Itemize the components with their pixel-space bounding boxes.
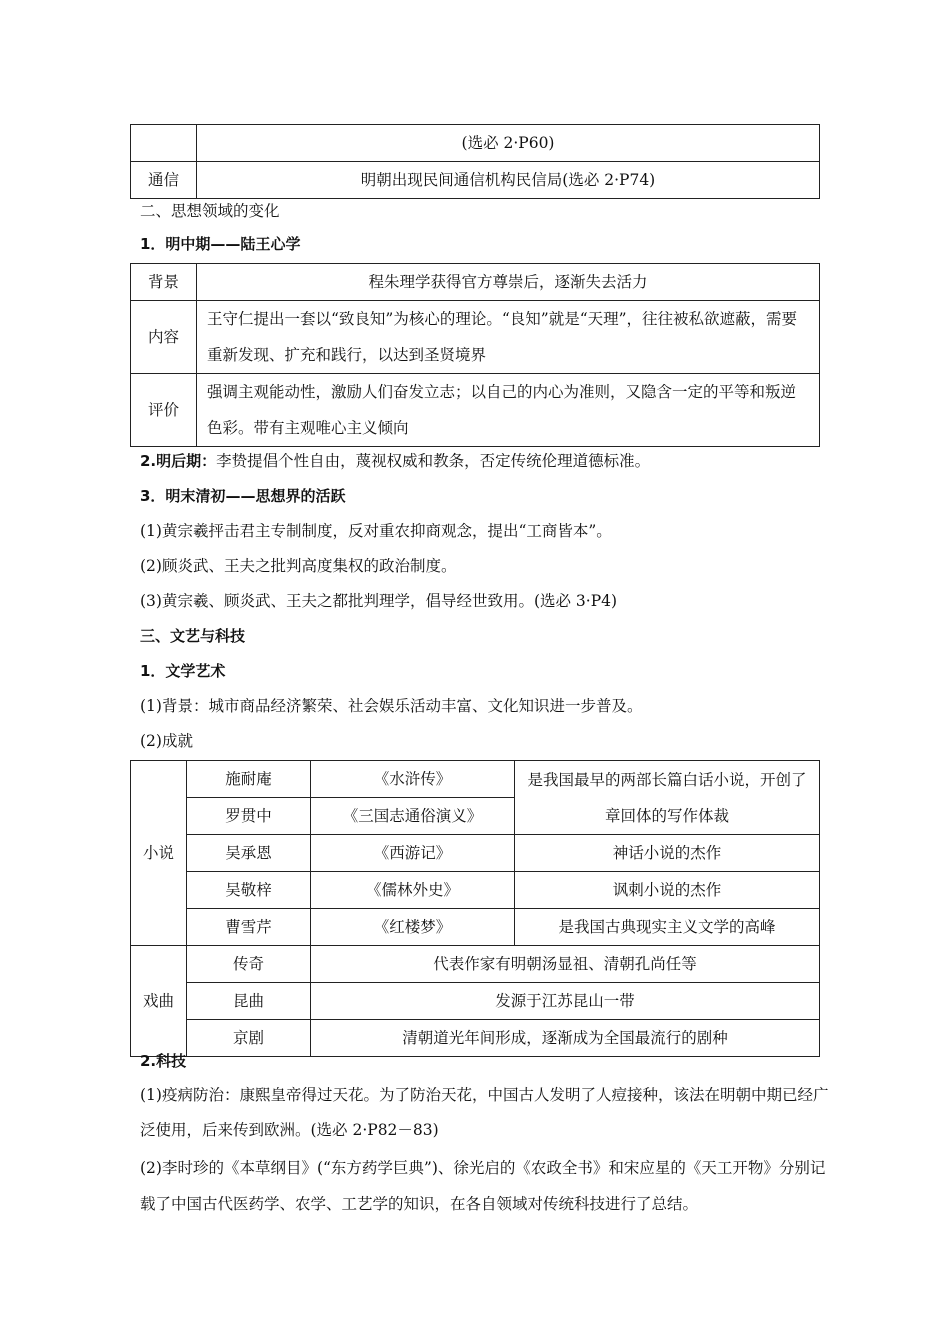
subheading-science: 2.科技 <box>140 1052 187 1070</box>
table-cell-note: 是我国最早的两部长篇白话小说，开创了章回体的写作体裁 <box>515 761 820 835</box>
table-cell-work: 《红楼梦》 <box>311 909 515 946</box>
table-cell-work: 《水浒传》 <box>311 761 515 798</box>
paragraph: (1)疫病防治：康熙皇帝得过天花。为了防治天花，中国古人发明了人痘接种，该法在明朝中期已经广泛使用，后来传到欧洲。(选必 2·P82－83) <box>140 1086 829 1139</box>
subheading-mid-ming: 1．明中期——陆王心学 <box>140 235 301 253</box>
table-cell-drama-type: 京剧 <box>187 1020 311 1057</box>
table-cell-author: 罗贯中 <box>187 798 311 835</box>
communication-table <box>130 124 820 199</box>
table-cell-note: 是我国古典现实主义文学的高峰 <box>515 909 820 946</box>
subheading-late-ming-early-qing: 3．明末清初——思想界的活跃 <box>140 487 346 505</box>
table-cell-label <box>131 125 197 162</box>
table-cell-category: 戏曲 <box>131 946 187 1057</box>
table-cell-author: 吴承恩 <box>187 835 311 872</box>
paragraph: (1)背景：城市商品经济繁荣、社会娱乐活动丰富、文化知识进一步普及。 <box>140 697 643 715</box>
table-cell-work: 《儒林外史》 <box>311 872 515 909</box>
literature-table <box>130 760 820 1057</box>
table-cell-author: 施耐庵 <box>187 761 311 798</box>
table-cell-label: 通信 <box>131 162 197 199</box>
table-cell-author: 吴敬梓 <box>187 872 311 909</box>
table-cell-content: 程朱理学获得官方尊崇后，逐渐失去活力 <box>197 264 820 301</box>
table-cell-work: 《三国志通俗演义》 <box>311 798 515 835</box>
table-cell-label: 背景 <box>131 264 197 301</box>
table-cell-content: 强调主观能动性，激励人们奋发立志；以自己的内心为准则，又隐含一定的平等和叛逆色彩。带有主观唯心主义倾向 <box>197 374 820 447</box>
table-cell-note: 清朝道光年间形成，逐渐成为全国最流行的剧种 <box>311 1020 820 1057</box>
table-cell-content: 王守仁提出一套以“致良知”为核心的理论。“良知”就是“天理”，往往被私欲遮蔽，需要重新发现、扩充和践行，以达到圣贤境界 <box>197 301 820 374</box>
table-cell-content: 明朝出现民间通信机构民信局(选必 2·P74) <box>197 162 820 199</box>
paragraph: (2)顾炎武、王夫之批判高度集权的政治制度。 <box>140 557 457 575</box>
table-cell-label: 内容 <box>131 301 197 374</box>
late-ming-label: 2.明后期： <box>140 452 217 470</box>
late-ming-paragraph <box>140 444 830 478</box>
paragraph: (3)黄宗羲、顾炎武、王夫之都批判理学，倡导经世致用。(选必 3·P4) <box>140 592 618 610</box>
table-cell-drama-type: 昆曲 <box>187 983 311 1020</box>
table-cell-category: 小说 <box>131 761 187 946</box>
table-cell-author: 曹雪芹 <box>187 909 311 946</box>
section-heading-arts: 三、文艺与科技 <box>140 627 246 645</box>
table-cell-label: 评价 <box>131 374 197 447</box>
table-cell-content: (选必 2·P60) <box>197 125 820 162</box>
table-cell-note: 发源于江苏昆山一带 <box>311 983 820 1020</box>
table-cell-drama-type: 传奇 <box>187 946 311 983</box>
table-cell-note: 代表作家有明朝汤显祖、清朝孔尚任等 <box>311 946 820 983</box>
table-cell-note: 讽刺小说的杰作 <box>515 872 820 909</box>
subheading-literature: 1．文学艺术 <box>140 662 226 680</box>
table-cell-note: 神话小说的杰作 <box>515 835 820 872</box>
section-heading-thought: 二、思想领域的变化 <box>140 202 280 220</box>
late-ming-text: 李贽提倡个性自由，蔑视权威和教条，否定传统伦理道德标准。 <box>216 452 651 470</box>
paragraph: (1)黄宗羲抨击君主专制制度，反对重农抑商观念，提出“工商皆本”。 <box>140 522 612 540</box>
table-cell-work: 《西游记》 <box>311 835 515 872</box>
paragraph: (2)李时珍的《本草纲目》(“东方药学巨典”)、徐光启的《农政全书》和宋应星的《天工开物》分别记载了中国古代医药学、农学、工艺学的知识，在各自领域对传统科技进行了总结。 <box>140 1159 826 1213</box>
lu-wang-table <box>130 263 820 447</box>
paragraph: (2)成就 <box>140 732 193 750</box>
